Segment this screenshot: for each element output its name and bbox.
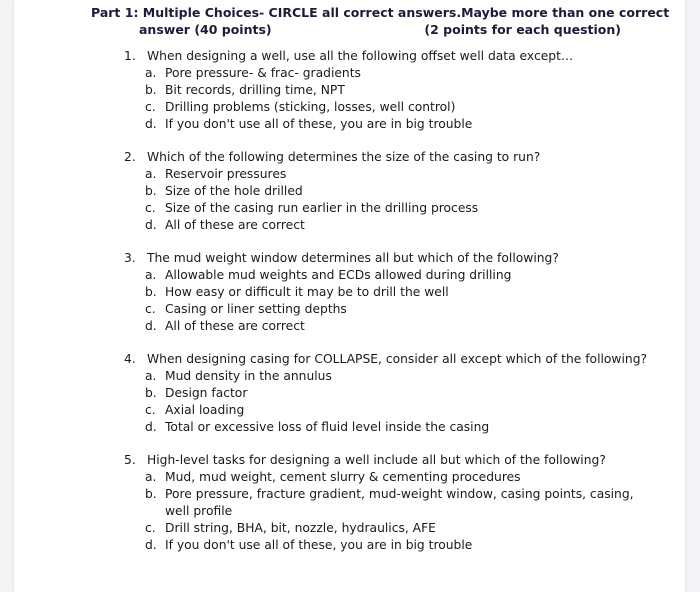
option-text: Casing or liner setting depths <box>165 302 347 316</box>
option-c[interactable] <box>145 200 644 217</box>
option-letter: a. <box>145 167 157 181</box>
question-text: The mud weight window determines all but which of the following? <box>147 251 559 265</box>
option-list <box>145 166 644 234</box>
option-d[interactable] <box>145 116 644 133</box>
option-text: If you don't use all of these, you are in big trouble <box>165 117 473 131</box>
option-a[interactable] <box>145 65 644 82</box>
option-d[interactable] <box>145 318 644 335</box>
option-text: Total or excessive loss of fluid level inside the casing <box>165 420 490 434</box>
header-instructions: Part 1: Multiple Choices- CIRCLE all correct answers. <box>91 5 462 20</box>
question-number: 2. <box>124 150 136 164</box>
option-text: Reservoir pressures <box>165 167 287 181</box>
option-letter: d. <box>145 218 157 232</box>
question-list <box>124 48 648 570</box>
header-line-2 <box>91 21 621 38</box>
question-text: Which of the following determines the size of the casing to run? <box>147 150 541 164</box>
option-c[interactable] <box>145 301 644 318</box>
option-text: Drilling problems (sticking, losses, well control) <box>165 100 456 114</box>
option-b[interactable] <box>145 183 644 200</box>
header-points-each: (2 points for each question) <box>424 22 621 37</box>
option-text: Size of the hole drilled <box>165 184 303 198</box>
option-letter: b. <box>145 285 157 299</box>
option-text: Bit records, drilling time, NPT <box>165 83 345 97</box>
option-letter: b. <box>145 487 157 501</box>
option-text: All of these are correct <box>165 319 305 333</box>
option-b[interactable] <box>145 82 644 99</box>
option-text: Mud density in the annulus <box>165 369 332 383</box>
option-a[interactable] <box>145 267 644 284</box>
option-text: Pore pressure, fracture gradient, mud-weight window, casing points, casing, well profile <box>165 487 634 518</box>
option-d[interactable] <box>145 419 644 436</box>
option-text: Drill string, BHA, bit, nozzle, hydraulics, AFE <box>165 521 436 535</box>
document-page <box>14 0 685 592</box>
option-letter: c. <box>145 403 156 417</box>
option-d[interactable] <box>145 537 644 554</box>
option-letter: d. <box>145 117 157 131</box>
question-stem <box>124 149 644 166</box>
question-number: 5. <box>124 453 136 467</box>
option-list <box>145 469 644 554</box>
header-line-1 <box>91 4 670 21</box>
question-5 <box>124 452 644 554</box>
option-text: Axial loading <box>165 403 245 417</box>
option-b[interactable] <box>145 385 644 402</box>
option-letter: b. <box>145 184 157 198</box>
option-letter: c. <box>145 100 156 114</box>
option-text: All of these are correct <box>165 218 305 232</box>
header-note: Maybe more than one correct <box>461 5 670 20</box>
option-list <box>145 368 644 436</box>
option-a[interactable] <box>145 469 644 486</box>
option-c[interactable] <box>145 520 644 537</box>
question-1 <box>124 48 644 133</box>
option-a[interactable] <box>145 368 644 385</box>
option-letter: c. <box>145 302 156 316</box>
question-number: 4. <box>124 352 136 366</box>
question-stem <box>124 452 644 469</box>
option-b[interactable] <box>145 486 644 520</box>
option-letter: a. <box>145 66 157 80</box>
option-letter: a. <box>145 470 157 484</box>
option-list <box>145 267 644 335</box>
header-total-points: answer (40 points) <box>139 22 272 37</box>
section-header <box>91 4 670 38</box>
question-text: High-level tasks for designing a well include all but which of the following? <box>147 453 606 467</box>
question-2 <box>124 149 644 234</box>
question-stem <box>124 250 644 267</box>
option-c[interactable] <box>145 99 644 116</box>
question-text: When designing a well, use all the following offset well data except… <box>147 49 574 63</box>
option-a[interactable] <box>145 166 644 183</box>
option-d[interactable] <box>145 217 644 234</box>
question-number: 3. <box>124 251 136 265</box>
option-c[interactable] <box>145 402 644 419</box>
option-text: Design factor <box>165 386 248 400</box>
option-text: How easy or difficult it may be to drill the well <box>165 285 449 299</box>
option-text: Allowable mud weights and ECDs allowed during drilling <box>165 268 512 282</box>
option-list <box>145 65 644 133</box>
option-text: Pore pressure- & frac- gradients <box>165 66 361 80</box>
option-text: Size of the casing run earlier in the drilling process <box>165 201 479 215</box>
option-letter: d. <box>145 538 157 552</box>
option-letter: a. <box>145 369 157 383</box>
option-text: If you don't use all of these, you are in big trouble <box>165 538 473 552</box>
option-letter: c. <box>145 201 156 215</box>
question-4 <box>124 351 648 436</box>
question-text: When designing casing for COLLAPSE, consider all except which of the following? <box>147 352 648 366</box>
option-text: Mud, mud weight, cement slurry & cementing procedures <box>165 470 521 484</box>
option-b[interactable] <box>145 284 644 301</box>
question-number: 1. <box>124 49 136 63</box>
question-3 <box>124 250 644 335</box>
option-letter: c. <box>145 521 156 535</box>
option-letter: a. <box>145 268 157 282</box>
option-letter: d. <box>145 319 157 333</box>
question-stem <box>124 48 644 65</box>
option-letter: b. <box>145 386 157 400</box>
option-letter: b. <box>145 83 157 97</box>
option-letter: d. <box>145 420 157 434</box>
question-stem <box>124 351 648 368</box>
